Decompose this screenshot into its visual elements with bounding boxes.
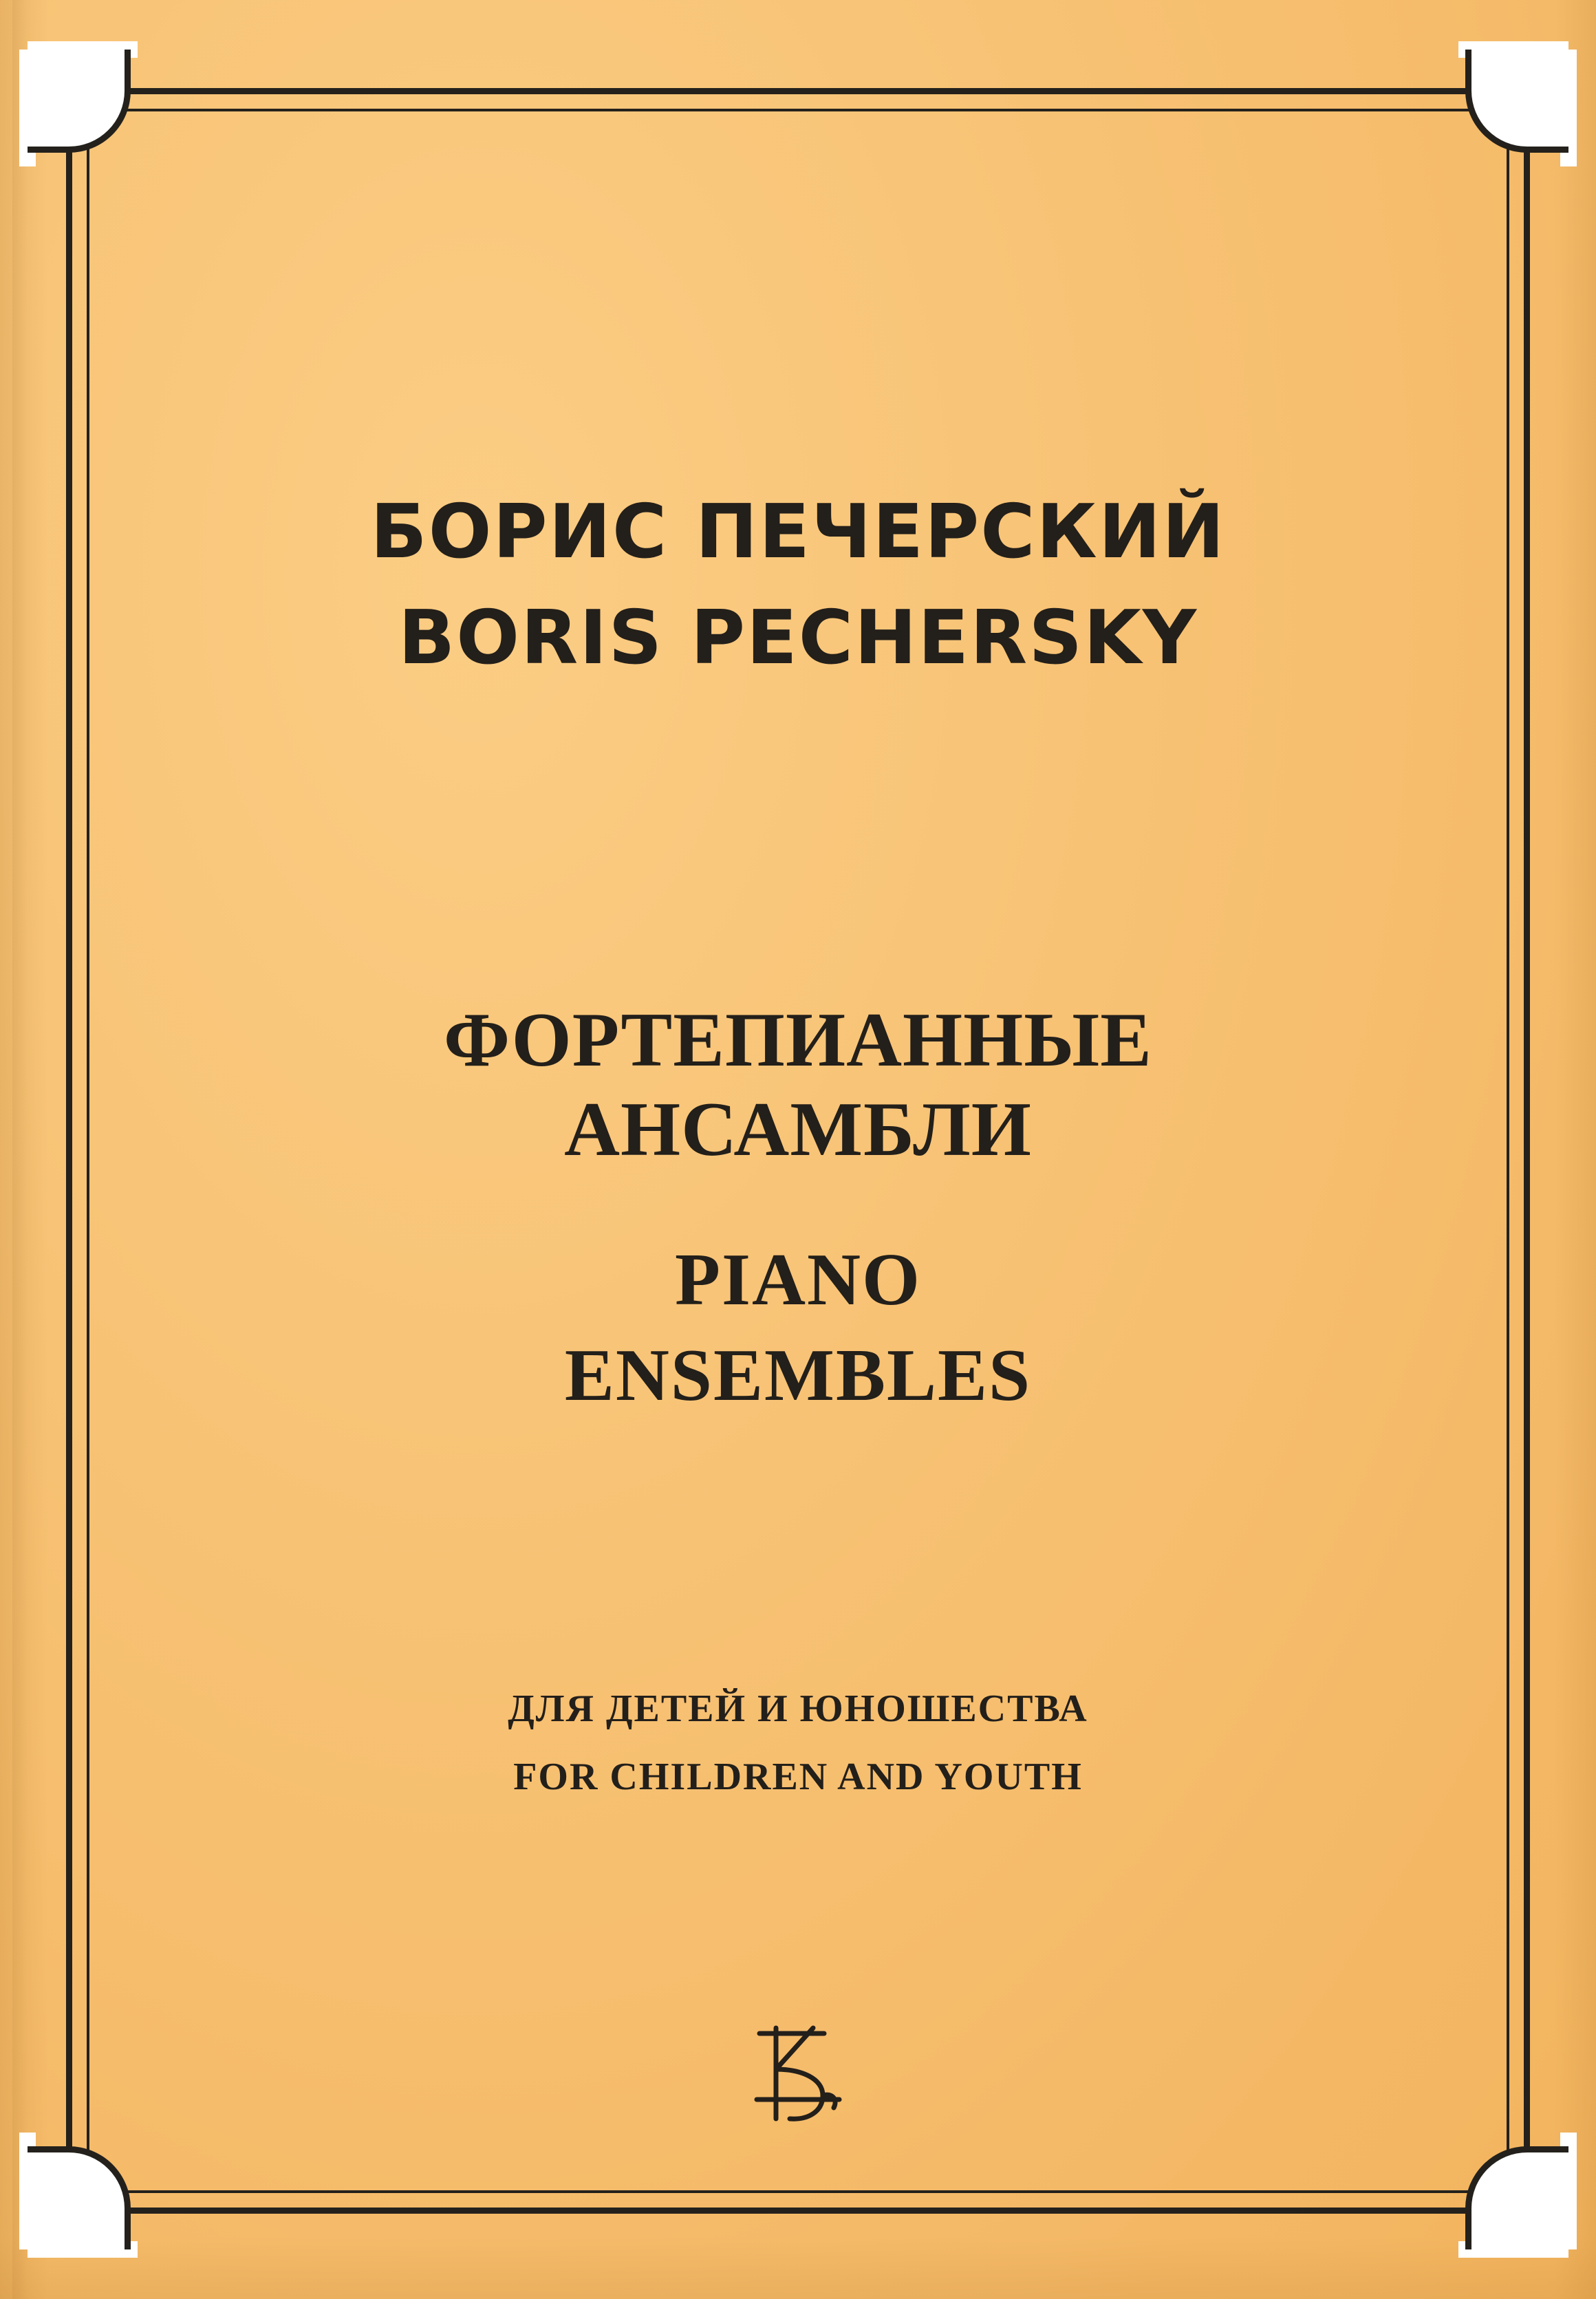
- spine-shading: [12, 0, 28, 2299]
- title-russian-line-2: АНСАМБЛИ: [564, 1086, 1032, 1172]
- subtitle-russian: ДЛЯ ДЕТЕЙ И ЮНОШЕСТВА: [508, 1687, 1088, 1730]
- title-english-line-2: ENSEMBLES: [564, 1335, 1032, 1417]
- subtitle-english: FOR CHILDREN AND YOUTH: [513, 1755, 1083, 1798]
- title-russian-line-1: ФОРТЕПИАННЫЕ: [444, 997, 1152, 1083]
- author-block: [138, 487, 1458, 684]
- author-name-russian: БОРИС ПЕЧЕРСКИЙ: [370, 489, 1226, 575]
- title-block: [138, 996, 1458, 1421]
- title-english-line-1: PIANO: [675, 1238, 921, 1321]
- author-name-english: BORIS PECHERSKY: [398, 594, 1198, 681]
- paper-shading-bottom: [0, 2237, 1596, 2299]
- subtitle-block: [138, 1684, 1458, 1802]
- cover-content: [138, 109, 1458, 2193]
- paper-shading-right: [1555, 0, 1596, 2299]
- publisher-logo-icon: [736, 2016, 860, 2133]
